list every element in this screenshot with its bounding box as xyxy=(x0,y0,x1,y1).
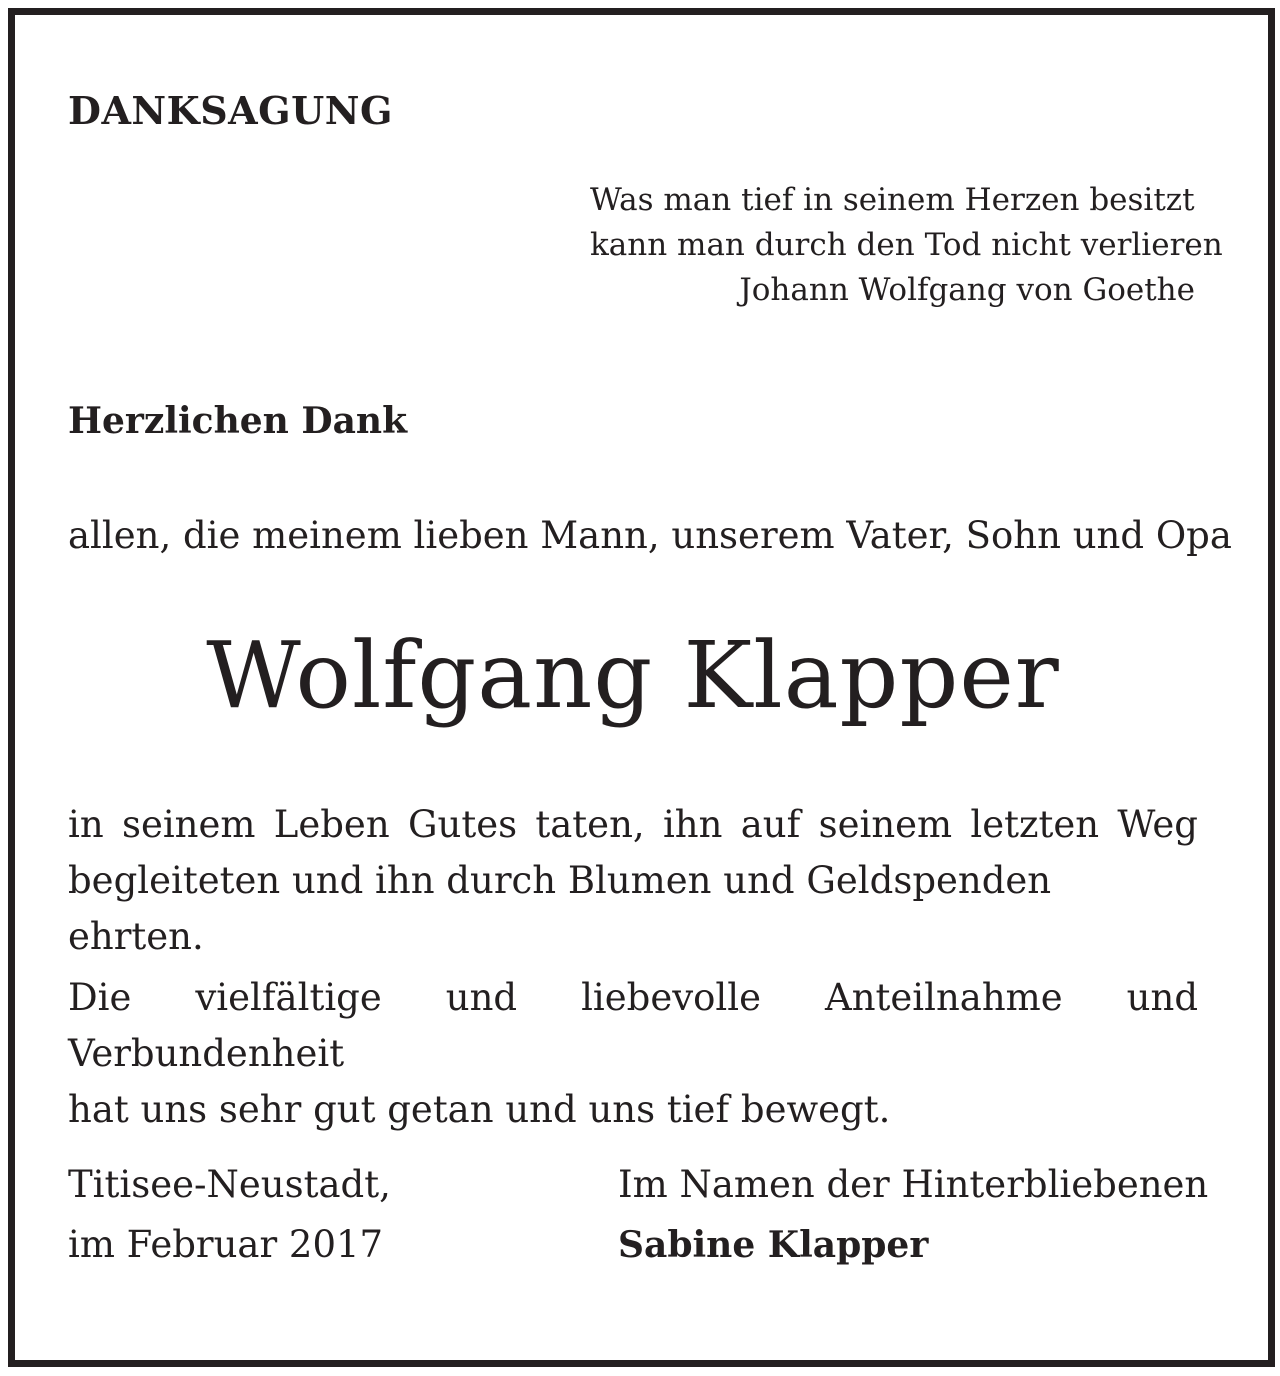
place-date-block xyxy=(68,1155,391,1275)
thanks-title: Herzlichen Dank xyxy=(68,400,408,442)
intro-line: allen, die meinem lieben Mann, unserem Vater, Sohn und Opa xyxy=(68,514,1232,557)
notice-heading: DANKSAGUNG xyxy=(68,88,393,133)
quote-line-1: Was man tief in seinem Herzen besitzt xyxy=(590,182,1195,218)
paragraph-sympathy-line-2: hat uns sehr gut getan und uns tief bewegt. xyxy=(68,1088,891,1131)
signature-block xyxy=(618,1155,1209,1275)
paragraph-deeds xyxy=(68,797,1198,965)
signature-label: Im Namen der Hinterbliebenen xyxy=(618,1163,1209,1206)
paragraph-deeds-line-1: in seinem Leben Gutes taten, ihn auf seinem letzten Weg xyxy=(68,803,1198,846)
quote-line-2: kann man durch den Tod nicht verlieren xyxy=(590,227,1223,263)
quote-block xyxy=(590,178,1223,313)
signature-name: Sabine Klapper xyxy=(618,1224,929,1266)
place-date: im Februar 2017 xyxy=(68,1223,384,1266)
paragraph-sympathy xyxy=(68,970,1198,1138)
paragraph-deeds-line-2: begleiteten und ihn durch Blumen und Geldspenden ehrten. xyxy=(68,859,1052,958)
paragraph-sympathy-line-1: Die vielfältige und liebevolle Anteilnahme und Verbundenheit xyxy=(68,976,1198,1075)
place-city: Titisee-Neustadt, xyxy=(68,1163,391,1206)
quote-author: Johann Wolfgang von Goethe xyxy=(739,272,1195,308)
deceased-name: Wolfgang Klapper xyxy=(206,622,1060,729)
